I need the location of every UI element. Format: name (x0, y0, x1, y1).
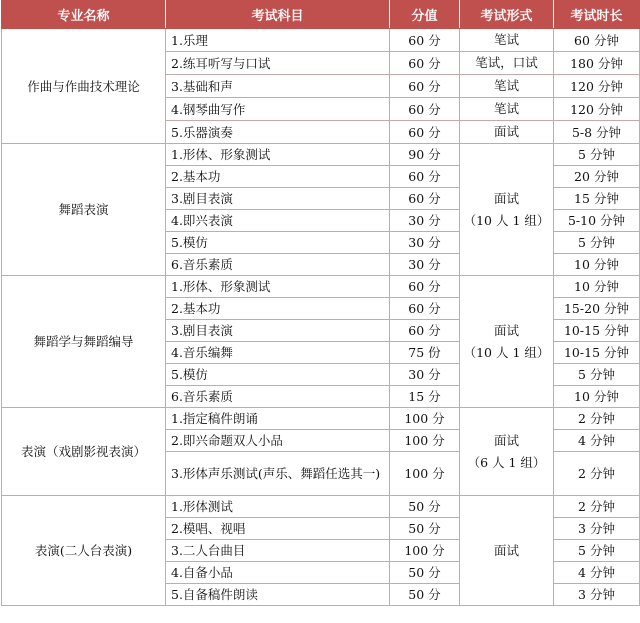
exam-duration: 120 分钟 (554, 98, 640, 121)
exam-duration: 5 分钟 (554, 144, 640, 166)
exam-duration: 4 分钟 (554, 430, 640, 452)
exam-duration: 4 分钟 (554, 562, 640, 584)
table-row (2, 496, 640, 518)
exam-duration: 3 分钟 (554, 518, 640, 540)
exam-subject: 4.自备小品 (166, 562, 390, 584)
exam-duration: 10 分钟 (554, 254, 640, 276)
exam-score: 60 分 (390, 98, 460, 121)
table-row (2, 276, 640, 298)
exam-duration: 5 分钟 (554, 364, 640, 386)
exam-form: 笔试 (460, 98, 554, 121)
exam-subject: 3.形体声乐测试(声乐、舞蹈任选其一) (166, 452, 390, 496)
exam-score: 50 分 (390, 518, 460, 540)
major-name: 舞蹈表演 (2, 144, 166, 276)
header-score: 分值 (390, 1, 460, 29)
major-name: 作曲与作曲技术理论 (2, 29, 166, 144)
exam-score: 100 分 (390, 452, 460, 496)
table-row (2, 144, 640, 166)
exam-subject: 6.音乐素质 (166, 254, 390, 276)
exam-form-line: 面试 (493, 322, 519, 338)
exam-subject: 1.形体、形象测试 (166, 276, 390, 298)
exam-duration: 120 分钟 (554, 75, 640, 98)
major-name: 表演(二人台表演) (2, 496, 166, 606)
exam-score: 90 分 (390, 144, 460, 166)
exam-duration: 15 分钟 (554, 188, 640, 210)
table-row (2, 408, 640, 430)
exam-score: 100 分 (390, 540, 460, 562)
exam-score: 60 分 (390, 276, 460, 298)
exam-form-line: 面试 (493, 432, 519, 448)
exam-duration: 2 分钟 (554, 408, 640, 430)
exam-subject: 6.音乐素质 (166, 386, 390, 408)
exam-duration: 180 分钟 (554, 52, 640, 75)
exam-score: 60 分 (390, 52, 460, 75)
exam-duration: 5-8 分钟 (554, 121, 640, 144)
header-major: 专业名称 (2, 1, 166, 29)
exam-score: 30 分 (390, 232, 460, 254)
exam-subject: 3.剧目表演 (166, 188, 390, 210)
exam-subject: 2.练耳听写与口试 (166, 52, 390, 75)
exam-duration: 10 分钟 (554, 386, 640, 408)
exam-duration: 60 分钟 (554, 29, 640, 52)
exam-table (1, 0, 640, 606)
exam-subject: 1.形体测试 (166, 496, 390, 518)
exam-duration: 15-20 分钟 (554, 298, 640, 320)
exam-form (460, 144, 554, 276)
exam-subject: 2.基本功 (166, 166, 390, 188)
exam-duration: 20 分钟 (554, 166, 640, 188)
exam-score: 30 分 (390, 254, 460, 276)
header-time: 考试时长 (554, 1, 640, 29)
exam-score: 60 分 (390, 188, 460, 210)
table-body (2, 29, 640, 606)
exam-subject: 2.基本功 (166, 298, 390, 320)
exam-score: 30 分 (390, 210, 460, 232)
exam-duration: 3 分钟 (554, 584, 640, 606)
exam-subject: 5.模仿 (166, 232, 390, 254)
exam-score: 100 分 (390, 430, 460, 452)
exam-form: 笔试 (460, 75, 554, 98)
exam-score: 15 分 (390, 386, 460, 408)
exam-duration: 5-10 分钟 (554, 210, 640, 232)
exam-score: 60 分 (390, 29, 460, 52)
header-subject: 考试科目 (166, 1, 390, 29)
exam-form: 笔试，口试 (460, 52, 554, 75)
exam-form: 面试 (460, 121, 554, 144)
exam-score: 60 分 (390, 121, 460, 144)
exam-subject: 2.即兴命题双人小品 (166, 430, 390, 452)
exam-score: 50 分 (390, 584, 460, 606)
major-name: 舞蹈学与舞蹈编导 (2, 276, 166, 408)
exam-score: 100 分 (390, 408, 460, 430)
exam-subject: 3.基础和声 (166, 75, 390, 98)
major-name: 表演（戏剧影视表演） (2, 408, 166, 496)
exam-form-line: （10 人 1 组） (463, 344, 550, 360)
exam-form (460, 408, 554, 496)
exam-form-line: （6 人 1 组） (467, 454, 546, 470)
exam-duration: 10 分钟 (554, 276, 640, 298)
exam-score: 50 分 (390, 562, 460, 584)
exam-duration: 2 分钟 (554, 452, 640, 496)
header-form: 考试形式 (460, 1, 554, 29)
exam-score: 60 分 (390, 166, 460, 188)
exam-form-line: 面试 (493, 190, 519, 206)
exam-subject: 1.乐理 (166, 29, 390, 52)
exam-score: 60 分 (390, 320, 460, 342)
exam-subject: 1.指定稿件朗诵 (166, 408, 390, 430)
exam-form (460, 496, 554, 606)
exam-form-line: 面试 (493, 542, 519, 558)
exam-subject: 5.自备稿件朗读 (166, 584, 390, 606)
exam-subject: 4.钢琴曲写作 (166, 98, 390, 121)
exam-subject: 2.模唱、视唱 (166, 518, 390, 540)
exam-score: 60 分 (390, 75, 460, 98)
exam-score: 30 分 (390, 364, 460, 386)
exam-subject: 1.形体、形象测试 (166, 144, 390, 166)
exam-score: 50 分 (390, 496, 460, 518)
exam-form (460, 276, 554, 408)
exam-score: 75 份 (390, 342, 460, 364)
exam-form: 笔试 (460, 29, 554, 52)
exam-subject: 3.剧目表演 (166, 320, 390, 342)
exam-score: 60 分 (390, 298, 460, 320)
exam-subject: 5.模仿 (166, 364, 390, 386)
exam-subject: 3.二人台曲目 (166, 540, 390, 562)
exam-subject: 4.即兴表演 (166, 210, 390, 232)
table-row (2, 29, 640, 52)
exam-duration: 5 分钟 (554, 232, 640, 254)
exam-duration: 10-15 分钟 (554, 320, 640, 342)
exam-duration: 10-15 分钟 (554, 342, 640, 364)
exam-subject: 4.音乐编舞 (166, 342, 390, 364)
exam-form-line: （10 人 1 组） (463, 212, 550, 228)
exam-duration: 2 分钟 (554, 496, 640, 518)
exam-subject: 5.乐器演奏 (166, 121, 390, 144)
header-row (2, 1, 640, 29)
exam-duration: 5 分钟 (554, 540, 640, 562)
